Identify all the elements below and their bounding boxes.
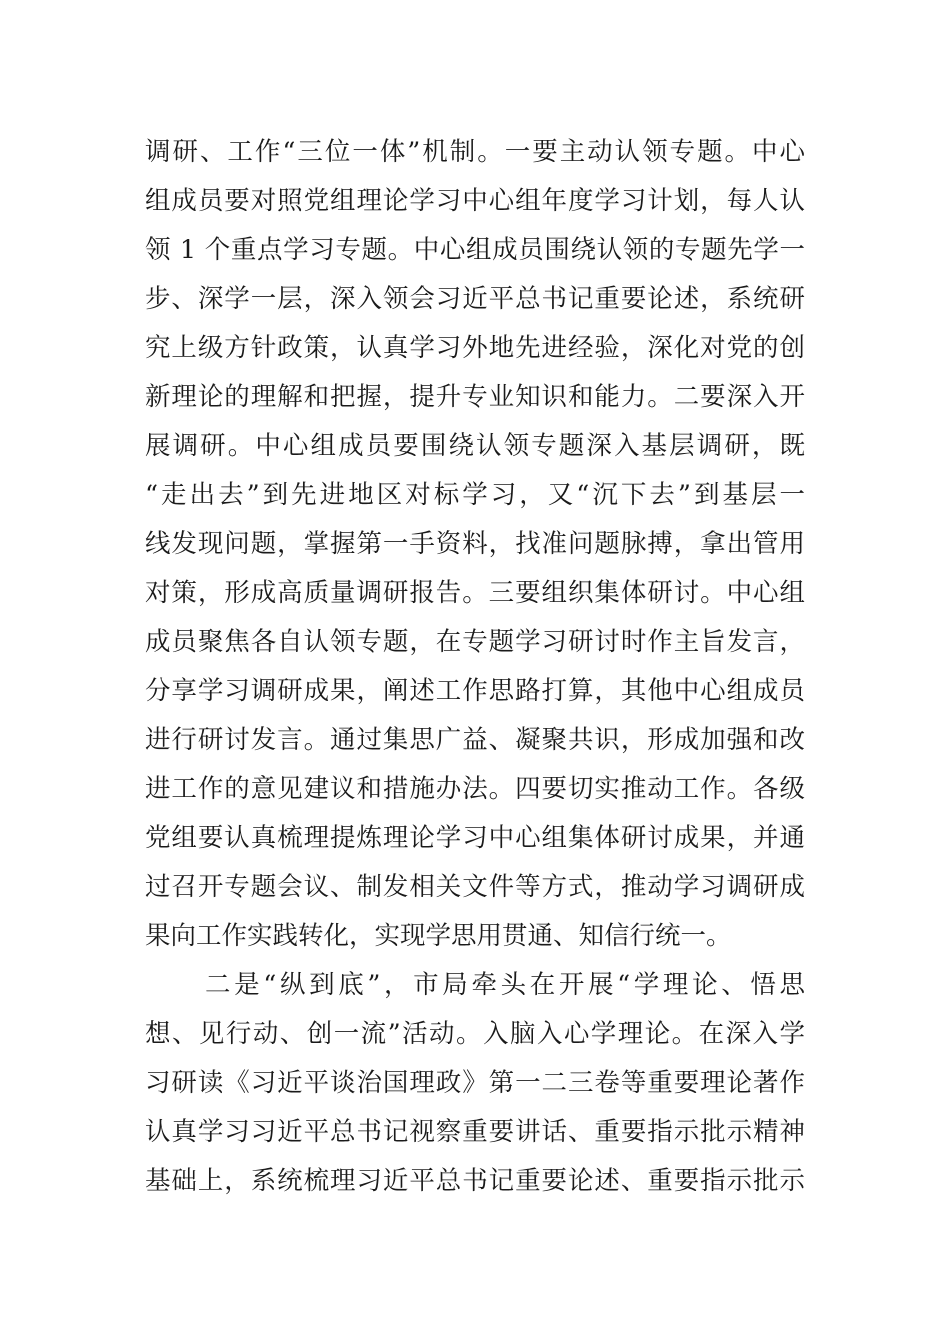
text-line: 展调研。中心组成员要围绕认领专题深入基层调研，既	[145, 431, 805, 461]
text-line: 对策，形成高质量调研报告。三要组织集体研讨。中心组	[145, 578, 805, 608]
text-line: 基础上，系统梳理习近平总书记重要论述、重要指示批示	[145, 1166, 805, 1196]
text-line: 过召开专题会议、制发相关文件等方式，推动学习调研成	[145, 872, 805, 902]
text-line: 党组要认真梳理提炼理论学习中心组集体研讨成果，并通	[145, 823, 805, 853]
text-line: 想、见行动、创一流”活动。入脑入心学理论。在深入学	[145, 1019, 805, 1049]
text-line: 分享学习调研成果，阐述工作思路打算，其他中心组成员	[145, 676, 805, 706]
text-line: 线发现问题，掌握第一手资料，找准问题脉搏，拿出管用	[145, 529, 805, 559]
text-line: 果向工作实践转化，实现学思用贯通、知信行统一。	[145, 921, 732, 951]
text-line: 习研读《习近平谈治国理政》第一二三卷等重要理论著作	[145, 1068, 805, 1098]
text-line: 认真学习习近平总书记视察重要讲话、重要指示批示精神	[145, 1117, 805, 1147]
text-line: 究上级方针政策，认真学习外地先进经验，深化对党的创	[145, 333, 805, 363]
text-line: “走出去”到先进地区对标学习，又“沉下去”到基层一	[145, 480, 805, 510]
text-line: 新理论的理解和把握，提升专业知识和能力。二要深入开	[145, 382, 805, 412]
paragraph-first-line: 二是“纵到底”，市局牵头在开展“学理论、悟思	[205, 970, 805, 1000]
text-line: 成员聚焦各自认领专题，在专题学习研讨时作主旨发言，	[145, 627, 805, 657]
text-line: 进工作的意见建议和措施办法。四要切实推动工作。各级	[145, 774, 805, 804]
text-line: 领 1 个重点学习专题。中心组成员围绕认领的专题先学一	[145, 235, 805, 265]
text-line: 调研、工作“三位一体”机制。一要主动认领专题。中心	[145, 137, 805, 167]
text-line: 进行研讨发言。通过集思广益、凝聚共识，形成加强和改	[145, 725, 805, 755]
text-line: 组成员要对照党组理论学习中心组年度学习计划，每人认	[145, 186, 805, 216]
text-line: 步、深学一层，深入领会习近平总书记重要论述，系统研	[145, 284, 805, 314]
